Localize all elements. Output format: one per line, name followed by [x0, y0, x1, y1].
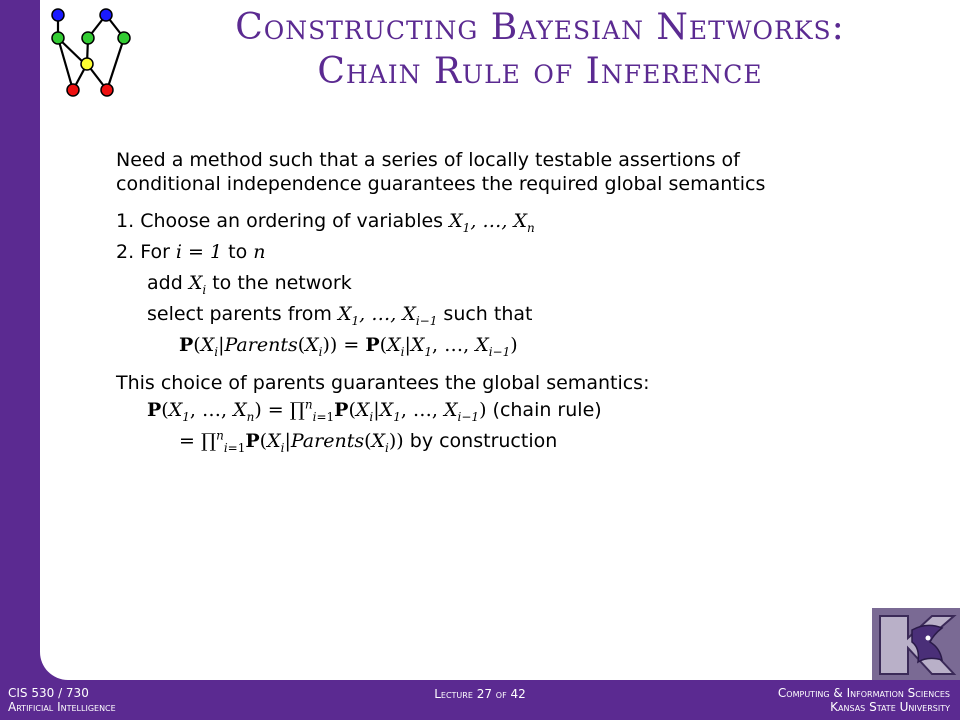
formula-ordering: $X_1$, …, $X_n$	[449, 210, 535, 235]
footer-university-name: Kansas State University	[830, 700, 950, 714]
step-2-add-rest: to the network	[212, 272, 352, 294]
formula-parent-range: $X_1$, …, $X_{i-1}$	[337, 303, 438, 328]
formula-chain-rule: $P(X_1$, …, $X_n$) = $\prod^n_{i=1}P(X_i|X_1$, …, $X_{i-1}$) (chain rule)	[147, 397, 602, 424]
step-2-to: to	[228, 241, 248, 263]
network-node	[67, 84, 79, 96]
step-2-such-that: such that	[443, 303, 533, 325]
footer-course-number: CIS 530 / 730	[8, 686, 89, 700]
network-node	[118, 32, 130, 44]
network-node	[82, 32, 94, 44]
formula-parents-condition: $P(X_i|Parents(X_i)) = P(X_i|X_1$, …, $X_{i-1}$)	[179, 334, 518, 359]
slide-content	[116, 148, 856, 457]
network-node	[81, 58, 93, 70]
conclusion-text: This choice of parents guarantees the global semantics:	[116, 372, 650, 394]
network-node	[52, 32, 64, 44]
step-2-label: 2.	[116, 241, 135, 263]
footer-course-name: Artificial Intelligence	[8, 700, 116, 714]
network-node	[101, 84, 113, 96]
network-node	[100, 9, 112, 21]
footer-department-name: Computing & Information Sciences	[777, 686, 950, 700]
formula-n: n	[253, 241, 266, 263]
formula-by-construction: = $\prod^n_{i=1}P(X_i|Parents(X_i))$ by construction	[179, 428, 558, 455]
title-line-1: Constructing Bayesian Networks:	[235, 7, 845, 48]
step-1-label: 1.	[116, 210, 135, 232]
by-construction-label: by construction	[409, 430, 558, 452]
step-2-text: For	[140, 241, 170, 263]
step-2	[116, 237, 856, 268]
intro-line-2: conditional independence guarantees the required global semantics	[116, 173, 766, 195]
chain-rule-label: (chain rule)	[492, 399, 602, 421]
step-2-add-label: add	[147, 272, 183, 294]
formula-xi: $X_i$	[188, 272, 207, 297]
formula-loop: i = 1	[175, 241, 223, 263]
footer-lecture: Lecture 27 of 42	[434, 687, 526, 701]
intro-line-1: Need a method such that a series of locally testable assertions of	[116, 149, 740, 171]
step-1-text: Choose an ordering of variables	[140, 210, 444, 232]
network-node	[52, 9, 64, 21]
step-1	[116, 206, 856, 237]
slide-title	[150, 6, 930, 94]
step-2-add	[116, 268, 856, 299]
step-2-select	[116, 299, 856, 330]
footer-department	[778, 686, 950, 714]
step-2-select-label: select parents from	[147, 303, 332, 325]
kstate-wildcat-logo-icon	[872, 608, 960, 680]
bayes-network-logo-icon	[45, 2, 135, 98]
title-line-2: Chain Rule of Inference	[317, 51, 763, 92]
